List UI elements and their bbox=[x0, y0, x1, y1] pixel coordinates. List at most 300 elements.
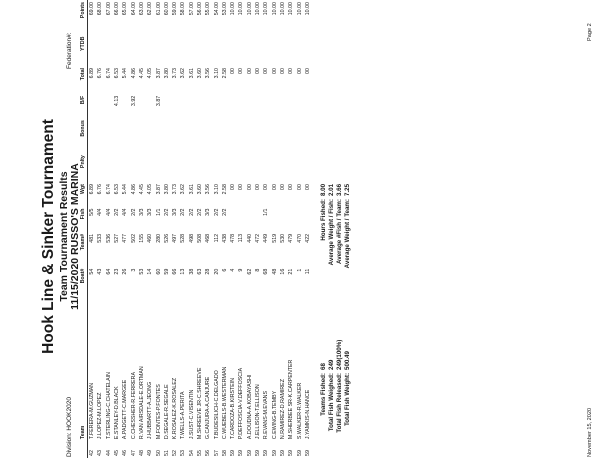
table-row bbox=[212, 0, 220, 458]
table-body bbox=[88, 0, 313, 458]
table-cell bbox=[262, 35, 270, 66]
table-cell bbox=[229, 206, 237, 231]
table-cell bbox=[196, 118, 204, 153]
table-cell: 68 bbox=[263, 268, 270, 275]
table-cell bbox=[188, 153, 196, 182]
table-cell bbox=[138, 94, 146, 118]
table-cell bbox=[287, 35, 295, 66]
table-cell bbox=[295, 94, 303, 118]
table-cell bbox=[246, 35, 254, 66]
table-cell: 61.00 bbox=[155, 2, 162, 16]
table-cell bbox=[237, 206, 245, 231]
summary-value: 249 bbox=[328, 359, 335, 370]
table-cell bbox=[138, 118, 146, 153]
table-row bbox=[229, 0, 237, 458]
table-cell bbox=[295, 153, 303, 182]
table-cell bbox=[146, 94, 154, 118]
table-cell: 4/4 bbox=[122, 208, 129, 216]
table-cell bbox=[237, 94, 245, 118]
table-cell bbox=[171, 153, 179, 182]
table-row bbox=[221, 0, 229, 458]
table-cell: M.FONTES-P.FONTES bbox=[155, 384, 162, 440]
table-cell: 3.61 bbox=[188, 68, 195, 79]
table-cell: 3.92 bbox=[130, 95, 137, 107]
table-cell bbox=[279, 206, 287, 231]
table-cell: 59.00 bbox=[172, 2, 179, 16]
table-cell bbox=[188, 35, 196, 66]
table-cell: 10.00 bbox=[263, 2, 270, 16]
table-cell: 57.00 bbox=[188, 2, 195, 16]
table-cell: 59 bbox=[279, 450, 286, 456]
table-cell: 59 bbox=[163, 268, 170, 275]
table-cell: 55 bbox=[197, 450, 203, 456]
table-cell bbox=[262, 118, 270, 153]
table-cell: 38 bbox=[188, 268, 195, 275]
table-cell: 54 bbox=[89, 268, 96, 275]
table-cell bbox=[154, 153, 162, 182]
table-cell: 438 bbox=[221, 233, 228, 243]
table-row bbox=[138, 0, 146, 458]
table-cell: 59 bbox=[238, 450, 245, 456]
table-cell: 9 bbox=[238, 268, 245, 272]
table-row bbox=[179, 0, 187, 458]
table-cell: 526 bbox=[163, 233, 170, 243]
table-cell: 00 bbox=[271, 184, 278, 190]
table-cell bbox=[254, 153, 262, 182]
table-cell bbox=[304, 94, 312, 118]
table-cell: 6.76 bbox=[97, 68, 104, 79]
table-cell: 2/2 bbox=[130, 208, 137, 216]
table-cell: 00 bbox=[296, 184, 303, 190]
table-cell: 64 bbox=[105, 268, 112, 275]
table-cell bbox=[279, 94, 287, 118]
table-cell: 52 bbox=[172, 450, 179, 456]
table-cell bbox=[146, 153, 154, 182]
table-cell: 3.73 bbox=[172, 184, 179, 195]
table-cell: 2/2 bbox=[197, 208, 203, 216]
table-cell: 59 bbox=[263, 450, 270, 456]
table-cell: 422 bbox=[304, 233, 311, 243]
table-cell: 449 bbox=[263, 233, 270, 243]
table-cell: 5/5 bbox=[89, 208, 96, 216]
summary-label: Total Fish Released: bbox=[336, 373, 343, 433]
table-cell: 8 bbox=[255, 268, 262, 272]
table-cell: 00 bbox=[263, 184, 270, 190]
table-cell: 10.00 bbox=[304, 2, 311, 16]
table-cell: 16 bbox=[279, 268, 286, 275]
table-cell: T.FERERA-M.GUZMAN bbox=[89, 382, 96, 440]
summary-label: Average Weight / Fish: bbox=[328, 199, 335, 266]
table-cell: 3/3 bbox=[147, 208, 154, 216]
table-cell: 53 bbox=[138, 268, 145, 275]
table-cell: 51 bbox=[163, 450, 170, 456]
table-cell: J.SUST-C.VISENTIN bbox=[188, 389, 195, 440]
table-cell: 47 bbox=[130, 450, 137, 456]
table-cell bbox=[88, 153, 97, 182]
table-cell: 3.62 bbox=[180, 184, 187, 195]
table-cell bbox=[229, 118, 237, 153]
column-header: Bonus bbox=[78, 118, 88, 153]
table-cell: 530 bbox=[279, 233, 286, 243]
table-cell: T.WELLS-A.PERITA bbox=[180, 391, 187, 440]
table-cell: 10.00 bbox=[279, 2, 286, 16]
table-cell bbox=[171, 118, 179, 153]
table-cell: 00 bbox=[288, 184, 295, 190]
table-cell: 67.00 bbox=[105, 2, 112, 16]
column-header: Total bbox=[78, 66, 88, 94]
table-cell bbox=[254, 94, 262, 118]
table-cell bbox=[188, 94, 196, 118]
table-cell: 6.76 bbox=[97, 184, 104, 195]
table-cell: 4.13 bbox=[114, 95, 121, 107]
table-cell: 3/3 bbox=[172, 208, 179, 216]
table-cell: 2/2 bbox=[163, 208, 170, 216]
table-cell: 00 bbox=[263, 68, 270, 74]
table-cell: 66.00 bbox=[114, 2, 121, 16]
table-cell bbox=[262, 153, 270, 182]
table-cell bbox=[121, 118, 129, 153]
table-row bbox=[271, 0, 279, 458]
table-cell bbox=[154, 118, 162, 153]
table-cell: 3.56 bbox=[205, 184, 212, 195]
table-cell: 66 bbox=[172, 268, 179, 275]
table-cell: 498 bbox=[188, 233, 195, 243]
table-cell: 20 bbox=[213, 268, 220, 275]
page-number: Page 2 bbox=[587, 23, 593, 41]
table-cell: N.RAMIREZ-D.RAMIREZ bbox=[279, 379, 286, 440]
table-cell: 44 bbox=[105, 450, 112, 456]
table-cell bbox=[271, 118, 279, 153]
table-cell: 60.00 bbox=[163, 2, 170, 16]
table-cell: 6.89 bbox=[89, 68, 96, 79]
table-cell: 49 bbox=[147, 450, 154, 456]
table-cell: C.CHESSHER-R.FERRERA bbox=[130, 371, 137, 440]
table-cell: 4.05 bbox=[147, 184, 154, 195]
table-cell bbox=[204, 35, 212, 66]
table-cell: T.BUDESILICH-C.DELGADO bbox=[213, 370, 220, 440]
table-cell: 2.58 bbox=[221, 184, 228, 195]
table-cell: 6 bbox=[221, 268, 228, 272]
table-cell bbox=[138, 35, 146, 66]
table-cell bbox=[196, 94, 204, 118]
table-cell bbox=[254, 206, 262, 231]
table-cell bbox=[163, 153, 171, 182]
table-cell bbox=[262, 94, 270, 118]
table-cell: 2/2 bbox=[180, 208, 187, 216]
table-cell: M.SHREEVE JR-C.SHREEVE bbox=[197, 367, 203, 440]
table-cell: 62 bbox=[246, 268, 253, 275]
table-cell: 62.00 bbox=[147, 2, 154, 16]
table-cell bbox=[246, 153, 254, 182]
table-cell: J.ELLISON-T.ELLISON bbox=[255, 384, 262, 440]
table-cell bbox=[138, 153, 146, 182]
table-cell: 00 bbox=[296, 68, 303, 74]
table-cell: T.STERLING-C.CHATELAIN bbox=[105, 372, 112, 440]
table-cell: 502 bbox=[130, 233, 137, 243]
results-table bbox=[78, 0, 312, 458]
column-header: YTDB bbox=[78, 35, 88, 66]
table-cell: 3 bbox=[130, 268, 137, 272]
table-cell: J.LOPEZ-M.LOPEZ bbox=[97, 392, 104, 440]
table-cell: 4/4 bbox=[105, 208, 112, 216]
table-cell bbox=[287, 118, 295, 153]
table-cell bbox=[254, 118, 262, 153]
table-cell: 48 bbox=[138, 450, 145, 456]
table-cell: 3.10 bbox=[213, 184, 220, 195]
table-cell bbox=[221, 35, 229, 66]
table-cell bbox=[212, 153, 220, 182]
table-cell: 59 bbox=[296, 450, 303, 456]
table-cell bbox=[304, 35, 312, 66]
table-cell: 48 bbox=[271, 268, 278, 275]
table-cell: 3.56 bbox=[205, 68, 212, 79]
table-row bbox=[154, 0, 162, 458]
table-cell: 477 bbox=[122, 233, 129, 243]
table-cell bbox=[88, 118, 97, 153]
report-title: Hook Line & Sinker Tournament bbox=[40, 119, 57, 354]
table-cell bbox=[129, 35, 137, 66]
table-cell bbox=[212, 35, 220, 66]
table-cell: 00 bbox=[271, 68, 278, 74]
table-cell bbox=[88, 35, 97, 66]
table-cell bbox=[279, 153, 287, 182]
table-cell bbox=[154, 35, 162, 66]
table-cell: 4 bbox=[230, 268, 237, 272]
table-row bbox=[287, 0, 295, 458]
table-cell: 00 bbox=[304, 184, 311, 190]
table-cell: S.WALKER-R.WALKER bbox=[296, 382, 303, 440]
table-cell: 58.00 bbox=[180, 2, 187, 16]
table-cell: 42 bbox=[89, 450, 96, 456]
table-cell: 65.00 bbox=[122, 2, 129, 16]
table-cell: 59 bbox=[230, 450, 237, 456]
table-cell: 3.60 bbox=[197, 68, 203, 79]
table-cell bbox=[271, 94, 279, 118]
table-cell bbox=[105, 94, 113, 118]
table-cell bbox=[204, 94, 212, 118]
table-row bbox=[146, 0, 154, 458]
table-cell bbox=[171, 35, 179, 66]
table-cell: D.SEGALE-R.SEGALE bbox=[163, 384, 170, 440]
table-cell: C.WUEBELS-B.WESTERMAN bbox=[221, 366, 228, 440]
column-header: Fish bbox=[78, 206, 88, 231]
table-cell bbox=[188, 118, 196, 153]
table-cell bbox=[221, 94, 229, 118]
table-cell bbox=[204, 118, 212, 153]
table-cell: 2/2 bbox=[221, 208, 228, 216]
column-header: Team bbox=[78, 299, 88, 441]
table-cell: 13 bbox=[180, 268, 187, 275]
table-cell bbox=[163, 35, 171, 66]
table-cell: 470 bbox=[296, 233, 303, 243]
table-cell bbox=[179, 118, 187, 153]
table-cell: 54.00 bbox=[213, 2, 220, 16]
table-cell: 00 bbox=[255, 68, 262, 74]
table-cell: 4.45 bbox=[138, 184, 145, 195]
table-cell: 533 bbox=[97, 233, 104, 243]
table-cell: 468 bbox=[205, 233, 212, 243]
table-cell: 3.10 bbox=[213, 68, 220, 79]
summary-value: 249(100%) bbox=[336, 339, 343, 370]
table-cell: J.YAMKIS-N.HANCE bbox=[304, 389, 311, 440]
table-cell bbox=[254, 35, 262, 66]
table-cell bbox=[295, 35, 303, 66]
table-cell: 5.44 bbox=[122, 184, 129, 195]
summary-label: Average #Fish / Team: bbox=[336, 199, 343, 264]
table-cell: 50 bbox=[155, 450, 162, 456]
table-cell: 6.74 bbox=[105, 184, 112, 195]
table-row bbox=[262, 0, 270, 458]
table-row bbox=[279, 0, 287, 458]
summary-label: Total Fish Weight: bbox=[344, 373, 351, 427]
table-cell: 59 bbox=[246, 450, 253, 456]
table-cell: 53 bbox=[180, 450, 187, 456]
table-cell: 481 bbox=[89, 233, 96, 243]
table-cell: 21 bbox=[288, 268, 295, 275]
table-cell: 3/3 bbox=[205, 208, 212, 216]
table-cell bbox=[96, 153, 104, 182]
report-subtitle: Team Tournament Results bbox=[58, 171, 70, 302]
table-cell: 3.61 bbox=[188, 184, 195, 195]
table-cell bbox=[171, 94, 179, 118]
table-cell: 1/1 bbox=[263, 208, 270, 216]
table-cell bbox=[179, 35, 187, 66]
table-cell: E.STANLEY-D.BLACK bbox=[114, 386, 121, 440]
table-cell: 4.86 bbox=[130, 68, 137, 79]
table-cell bbox=[96, 94, 104, 118]
table-cell: 10.00 bbox=[296, 2, 303, 16]
table-cell: 46 bbox=[122, 450, 129, 456]
table-cell: 479 bbox=[288, 233, 295, 243]
column-header bbox=[78, 441, 88, 458]
table-cell bbox=[121, 35, 129, 66]
table-cell: 4.45 bbox=[138, 68, 145, 79]
summary-value: 2.01 bbox=[328, 183, 335, 196]
table-cell: 56.00 bbox=[197, 2, 203, 16]
table-cell bbox=[113, 153, 121, 182]
table-cell: 527 bbox=[114, 233, 121, 243]
table-row bbox=[129, 0, 137, 458]
table-cell bbox=[179, 94, 187, 118]
table-cell: 00 bbox=[238, 184, 245, 190]
table-cell: 10.00 bbox=[255, 2, 262, 16]
table-cell: 280 bbox=[155, 233, 162, 243]
table-cell bbox=[96, 35, 104, 66]
table-cell: 2/2 bbox=[188, 208, 195, 216]
table-cell bbox=[204, 153, 212, 182]
table-cell: 3.80 bbox=[163, 68, 170, 79]
summary-value: 68 bbox=[320, 363, 327, 370]
table-cell bbox=[121, 153, 129, 182]
table-cell: 10.00 bbox=[230, 2, 237, 16]
table-cell: 54 bbox=[188, 450, 195, 456]
table-cell: 440 bbox=[246, 233, 253, 243]
table-cell: 478 bbox=[230, 233, 237, 243]
table-cell: 00 bbox=[255, 184, 262, 190]
table-cell: 59 bbox=[271, 450, 278, 456]
table-cell: 64.00 bbox=[130, 2, 137, 16]
table-cell: 58 bbox=[221, 450, 228, 456]
table-cell: 00 bbox=[288, 68, 295, 74]
table-cell: 5.44 bbox=[122, 68, 129, 79]
column-header: Points bbox=[78, 0, 88, 35]
summary-label: Teams Fished: bbox=[320, 373, 327, 416]
table-cell bbox=[121, 94, 129, 118]
table-cell bbox=[279, 35, 287, 66]
table-row bbox=[295, 0, 303, 458]
table-cell: 536 bbox=[105, 233, 112, 243]
table-cell: 26 bbox=[122, 268, 129, 275]
table-row bbox=[163, 0, 171, 458]
table-cell: P.DEFFOSCIA-V.DEFFOSCIA bbox=[238, 367, 245, 440]
table-cell: C.EWING-B.TEMBY bbox=[271, 390, 278, 440]
table-cell: 53.00 bbox=[221, 2, 228, 16]
table-cell: 00 bbox=[238, 68, 245, 74]
table-cell: 112 bbox=[213, 233, 220, 243]
column-header: Boat# bbox=[78, 267, 88, 299]
table-cell: 57 bbox=[213, 450, 220, 456]
table-cell: 43 bbox=[97, 450, 104, 456]
table-cell: 3.87 bbox=[155, 184, 162, 195]
table-cell: 00 bbox=[230, 68, 237, 74]
table-cell: 155 bbox=[138, 233, 145, 243]
table-cell: 23 bbox=[114, 268, 121, 275]
table-cell bbox=[237, 153, 245, 182]
table-cell: 00 bbox=[279, 68, 286, 74]
table-cell: 56 bbox=[205, 450, 212, 456]
table-cell: 45 bbox=[114, 450, 121, 456]
table-row bbox=[254, 0, 262, 458]
table-cell bbox=[295, 118, 303, 153]
table-row bbox=[204, 0, 212, 458]
table-cell: 60 bbox=[155, 268, 162, 275]
table-cell: 10.00 bbox=[246, 2, 253, 16]
table-cell: 00 bbox=[246, 184, 253, 190]
table-cell: 68.00 bbox=[97, 2, 104, 16]
table-cell: 69.00 bbox=[89, 2, 96, 16]
table-cell bbox=[304, 153, 312, 182]
table-cell: 508 bbox=[197, 233, 203, 243]
table-row bbox=[196, 0, 204, 458]
table-cell: 00 bbox=[279, 184, 286, 190]
table-cell: 4.86 bbox=[130, 184, 137, 195]
table-cell: 59 bbox=[255, 450, 262, 456]
table-cell: 6.53 bbox=[114, 184, 121, 195]
table-cell: 59 bbox=[288, 450, 295, 456]
summary-label: Total Fish Weighed: bbox=[328, 373, 335, 432]
table-cell bbox=[105, 118, 113, 153]
table-cell bbox=[287, 206, 295, 231]
table-cell: 3.73 bbox=[172, 68, 179, 79]
table-cell bbox=[212, 118, 220, 153]
table-cell: 2/2 bbox=[213, 208, 220, 216]
table-cell: 00 bbox=[230, 184, 237, 190]
table-cell bbox=[129, 118, 137, 153]
table-cell: 55.00 bbox=[205, 2, 212, 16]
table-cell bbox=[271, 35, 279, 66]
table-row bbox=[88, 0, 97, 458]
table-cell: 6.74 bbox=[105, 68, 112, 79]
table-cell: 14 bbox=[147, 268, 154, 275]
table-cell bbox=[279, 118, 287, 153]
column-header: Pnlty bbox=[78, 153, 88, 182]
footer-date: November 15, 2020 bbox=[587, 407, 593, 457]
table-cell bbox=[105, 35, 113, 66]
table-row bbox=[96, 0, 104, 458]
table-cell: 63.00 bbox=[138, 2, 145, 16]
table-cell: T.CARDOZA-B.KIRSTEIN bbox=[230, 377, 237, 440]
table-cell: 28 bbox=[205, 268, 212, 275]
